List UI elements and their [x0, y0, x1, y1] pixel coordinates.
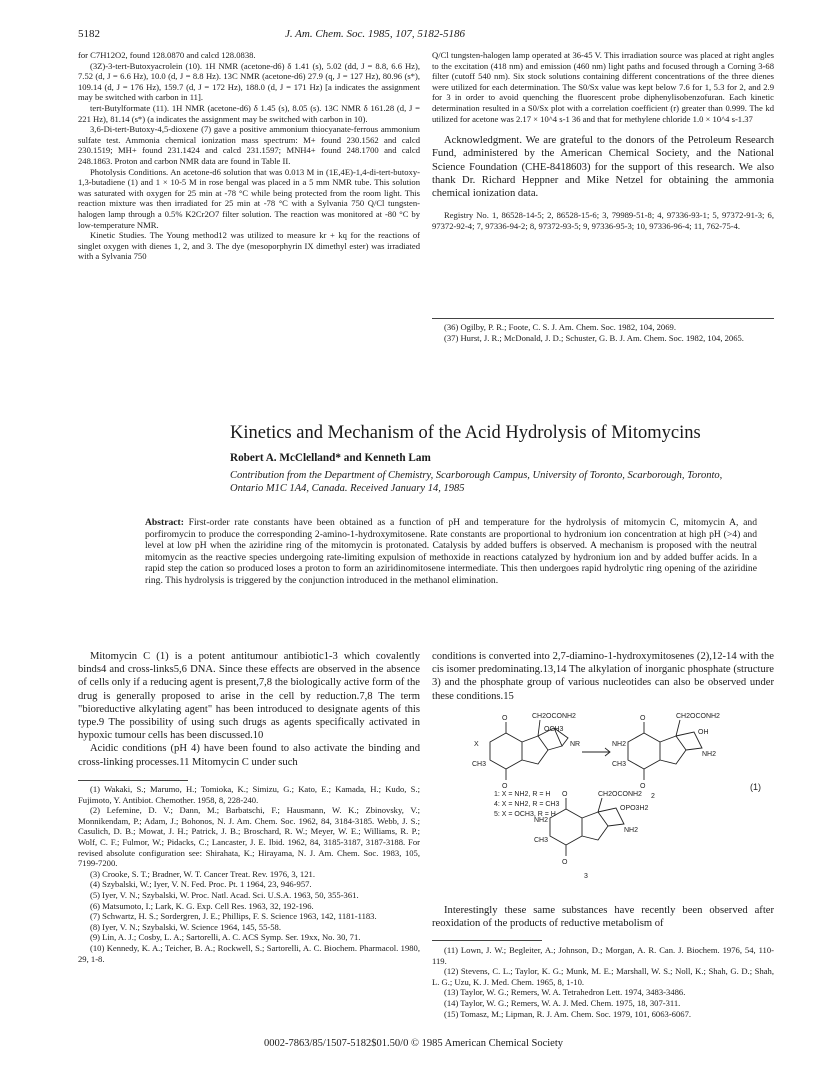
prev-right-para: Q/Cl tungsten-halogen lamp operated at 36-45 V. This irradiation source was placed at right angles to the excitation (418 nm) and emission (460 nm) light paths and focused through a Corning 3-68 filter (cutoff 540 nm). Six stock solutions containing different concentrations of the three dienes were utilized for each determination. The S0/Sx value was kept below 7.6 for 1, 5.3 for 2, and 2.9 for 3 in order to avoid quenching the fluorescent probe diphenylisobenzofuran. Each kinetic determination resulted in a S0/Sx plot with a correlation coefficient (r) greater than 0.999. The kd utilized for acetone was 2.17 × 10^4 s-1 36 and that for methylene chloride 1.0 × 10^4 s-1.37	[432, 50, 774, 124]
body-left-column	[78, 650, 420, 769]
compound-label: 4: X = NH2, R = CH3	[494, 801, 560, 808]
acknowledgment: Acknowledgment. We are grateful to the donors of the Petroleum Research Fund, administered by the American Chemical Society, and the National Science Foundation (CHE-8418603) for the support of this research. We also thank Dr. Richard Heppner and Mike Netzel for obtaining the ammonia chemical ionization data.	[432, 135, 774, 199]
atom-label: OPO3H2	[620, 805, 649, 812]
body-right-bottom	[432, 904, 774, 930]
references-left	[78, 784, 420, 964]
atom-label: NH2	[702, 751, 717, 758]
ring-bond	[522, 736, 548, 764]
reference: (12) Stevens, C. L.; Taylor, K. G.; Munk, M. E.; Marshall, W. S.; Noll, K.; Shah, G. D.; Shah, L. G.; Uzu, K. J. Med. Chem. 1965, 8, 1-10.	[432, 966, 774, 987]
atom-label: CH3	[534, 837, 549, 844]
prev-left-para: for C7H12O2, found 128.0870 and calcd 128.0838.	[78, 50, 256, 60]
prev-left-para: tert-Butylformate (11). 1H NMR (acetone-d6) δ 1.45 (s), 8.05 (s). 13C NMR δ 161.28 (d, J = 221 Hz), 81.14 (s*) (a indicates the assignment may be switched with carbon in 10).	[78, 102, 420, 124]
equation-number: (1)	[750, 782, 761, 792]
copyright-footer: 0002-7863/85/1507-5182$01.50/0 © 1985 American Chemical Society	[263, 1038, 564, 1049]
compound-label: 1: X = NH2, R = H	[494, 791, 551, 798]
atom-label: CH2OCONH2	[676, 713, 720, 720]
ring-bond	[490, 733, 522, 769]
footnote-rule	[432, 318, 774, 319]
reference: (36) Ogilby, P. R.; Foote, C. S. J. Am. Chem. Soc. 1982, 104, 2069.	[444, 322, 676, 332]
reference: (9) Lin, A. J.; Cosby, L. A.; Sartorelli, A. C. ACS Symp. Ser. 19xx, No. 30, 71.	[90, 932, 361, 943]
atom-label: O	[502, 715, 508, 722]
footnote-rule	[432, 940, 542, 941]
atom-label: O	[562, 859, 568, 866]
footnote-rule	[78, 780, 188, 781]
prev-left-para: Kinetic Studies. The Young method12 was utilized to measure kr + kq for the reactions of singlet oxygen with dienes 1, 2, and 3. The dye (mesoporphyrin IX dimethyl ester) was irradiated with a Sylvania 750	[78, 230, 420, 262]
reference: (1) Wakaki, S.; Marumo, H.; Tomioka, K.; Simizu, G.; Kato, E.; Kamada, H.; Kudo, S.; Fujimoto, Y. Antibiot. Chemother. 1958, 8, 228-240.	[78, 784, 420, 805]
references-right	[432, 945, 774, 1019]
article-authors: Robert A. McClelland* and Kenneth Lam	[230, 452, 431, 464]
ring-bond	[582, 812, 608, 840]
reference: (2) Lefemine, D. V.; Dann, M.; Barbatschi, F.; Hausmann, W. K.; Zbinovsky, V.; Monnikendam, P.; Adam, J.; Bohonos, N. J. Am. Chem. Soc. 1962, 84, 3184-3185. Webb, J. S.; Casulich, D. B.; Mowat, J. H.; Patrick, J. B.; Broschard, R. W.; Meyer, W. E.; Williams, R. P.; Wolf, C. F.; Fulmor, W.; Pidacks, C.; Lancaster, J. E. Ibid. 1962, 84, 3185-3187, 3187-3188. For revised absolute configuration see: Shirahata, K.; Hirayama, N. J. Am. Chem. Soc. 1983, 105, 7199-7200.	[78, 805, 420, 869]
page-number: 5182	[78, 28, 100, 40]
bond	[598, 798, 602, 812]
compound-number: 3	[584, 873, 588, 880]
ring-bond	[660, 736, 686, 764]
atom-label: X	[474, 741, 479, 748]
atom-label: CH2OCONH2	[532, 713, 576, 720]
prev-article-left-column	[78, 50, 420, 262]
compound-number: 2	[651, 793, 655, 800]
prev-article-right-column	[432, 50, 774, 231]
reference: (4) Szybalski, W.; Iyer, V. N. Fed. Proc. Pt. 1 1964, 23, 946-957.	[90, 879, 312, 890]
atom-label: CH3	[612, 761, 627, 768]
atom-label: O	[640, 715, 646, 722]
bond	[676, 720, 680, 736]
prev-article-references	[432, 322, 774, 343]
prev-left-para: Photolysis Conditions. An acetone-d6 solution that was 0.013 M in (1E,4E)-1,4-di-tert-butoxy-1,3-butadiene (1) and 1 × 10-5 M in rose bengal was placed in a 5 mm NMR tube. This solution was saturated with oxygen for 25 min at -78 °C while being protected from the room light. This reaction mixture was then irradiated for 25 min at -78 °C with a Sylvania 750 Q/Cl tungsten-halogen lamp through a 0.5% K2Cr2O7 filter solution. The reaction was monitored at -80 °C by low-temperature NMR.	[78, 166, 420, 230]
article-affiliation: Contribution from the Department of Chemistry, Scarborough Campus, University of Toronto, Scarborough, Toronto, Ontario M1C 1A4, Canada. Received January 14, 1985	[230, 470, 723, 494]
prev-left-para: (3Z)-3-tert-Butoxyacrolein (10). 1H NMR (acetone-d6) δ 1.41 (s), 5.02 (dd, J = 8.8, 6.6 Hz), 7.52 (d, J = 6.6 Hz), 10.0 (d, J = 8.8 Hz). 13C NMR (acetone-d6) 27.9 (q, J = 127 Hz), 80.96 (s*), 109.14 (d, J = 176 Hz), 159.7 (d, J = 172 Hz), 188.0 (d, J = 171 Hz) [a indicates the assignment may be switched with carbon in 11].	[78, 60, 420, 103]
atom-label: O	[640, 783, 646, 790]
reference: (8) Iyer, V. N.; Szybalski, W. Science 1964, 145, 55-58.	[90, 921, 282, 932]
atom-label: OH	[698, 729, 709, 736]
compound-label: 5: X = OCH3, R = H	[494, 811, 556, 818]
body-paragraph: Acidic conditions (pH 4) have been found to also activate the binding and cross-linking processes.11 Mitomycin C under such	[78, 743, 420, 768]
body-right-top	[432, 650, 774, 703]
registry-numbers: Registry No. 1, 86528-14-5; 2, 86528-15-6; 3, 79989-51-8; 4, 97336-93-1; 5, 97372-91-3; 6, 97372-92-4; 7, 97336-94-2; 8, 97372-93-5; 9, 97336-95-3; 10, 97336-96-4; 11, 762-75-4.	[432, 210, 774, 231]
prev-left-para: 3,6-Di-tert-Butoxy-4,5-dioxene (7) gave a positive ammonium thiocyanate-ferrous ammonium sulfate test. Ammonia chemical ionization mass spectrum: M+ found 230.1562 and calcd 230.1519; MH+ found 231.1424 and calcd 231.1597; MNH4+ found 248.1700 and calcd 248.1863. Proton and carbon NMR data are found in Table II.	[78, 124, 420, 166]
atom-label: NH2	[612, 741, 627, 748]
article-title: Kinetics and Mechanism of the Acid Hydrolysis of Mitomycins	[230, 423, 701, 443]
reference: (5) Iyer, V. N.; Szybalski, W. Proc. Natl. Acad. Sci. U.S.A. 1963, 50, 355-361.	[90, 889, 359, 900]
reaction-scheme	[432, 700, 774, 900]
atom-label: CH3	[472, 761, 487, 768]
reference: (6) Matsumoto, I.; Lark, K. G. Exp. Cell Res. 1963, 32, 192-196.	[90, 900, 314, 911]
abstract	[145, 517, 757, 586]
atom-label: NH2	[624, 827, 639, 834]
reference: (13) Taylor, W. G.; Remers, W. A. Tetrahedron Lett. 1974, 3483-3486.	[444, 987, 686, 998]
reference: (37) Hurst, J. R.; McDonald, J. D.; Schuster, G. B. J. Am. Chem. Soc. 1982, 104, 2065.	[444, 332, 744, 343]
ring-bond	[628, 733, 660, 769]
body-paragraph: Interestingly these same substances have recently been observed after reoxidation of the products of reductive metabolism of	[432, 905, 774, 930]
running-header: J. Am. Chem. Soc. 1985, 107, 5182-5186	[285, 28, 466, 40]
body-paragraph: Mitomycin C (1) is a potent antitumour antibiotic1-3 which covalently binds4 and cross-links5,6 DNA. Since these effects are observed in the absence of cells only if a reducing agent is present,7,8 the biologically active form of the drug is generally proposed to arise in the cell by reduction.7,8 The term "bioreductive alkylating agent" has been introduced to designate agents of this type.9 The possibility of using such drugs as agents specifically activated in hypoxic tumour cells has been discussed.10	[78, 651, 420, 742]
reference: (14) Taylor, W. G.; Remers, W. A. J. Med. Chem. 1975, 18, 307-311.	[444, 997, 681, 1008]
atom-label: NH2	[534, 817, 549, 824]
reference: (10) Kennedy, K. A.; Teicher, B. A.; Rockwell, S.; Sartorelli, A. C. Biochem. Pharmacol. 1980, 29, 1-8.	[78, 942, 420, 964]
reference: (11) Lown, J. W.; Begleiter, A.; Johnson, D.; Morgan, A. R. Can. J. Biochem. 1976, 54, 110-119.	[432, 945, 774, 966]
abstract-text: First-order rate constants have been obtained as a function of pH and temperature for the hydrolysis of mitomycin C, mitomycin A, and porfiromycin to produce the corresponding 2-amino-1-hydroxymitosene. Rate constants are proportional to hydronium ion concentration at high pH (>4) and level at low pH when the aziridine ring of the mitomycin is protonated. Catalysis by added buffers is observed. A mechanism is proposed with the neutral mitomycin as the reactive species undergoing rate-limiting expulsion of methoxide in reactions catalyzed by hydronium ion and by added buffer acids. In a rapid step the cation so produced loses a proton to form an aziridinomitosene intermediate. This then undergoes rapid hydrolytic ring opening of the aziridine ring. This hydrolysis is triggered by the conjunction introduced in the methanol elimination.	[145, 517, 757, 586]
reference: (15) Tomasz, M.; Lipman, R. J. Am. Chem. Soc. 1979, 101, 6063-6067.	[444, 1008, 692, 1019]
atom-label: O	[502, 783, 508, 790]
atom-label: O	[562, 791, 568, 798]
atom-label: NR	[570, 741, 581, 748]
body-paragraph: conditions is converted into 2,7-diamino-1-hydroxymitosenes (2),12-14 with the cis isomer predominating.13,14 The alkylation of inorganic phosphate (structure 3) and the phosphate group of various nucleotides can also be observed under these conditions.15	[432, 651, 774, 702]
bond	[538, 720, 540, 736]
reference: (3) Crooke, S. T.; Bradner, W. T. Cancer Treat. Rev. 1976, 3, 121.	[90, 868, 315, 879]
atom-label: OCH3	[544, 726, 564, 733]
reference: (7) Schwartz, H. S.; Sordergren, J. E.; Phillips, F. S. Science 1963, 142, 1181-1183.	[90, 911, 377, 922]
atom-label: CH2OCONH2	[598, 791, 642, 798]
abstract-label: Abstract:	[145, 517, 184, 528]
